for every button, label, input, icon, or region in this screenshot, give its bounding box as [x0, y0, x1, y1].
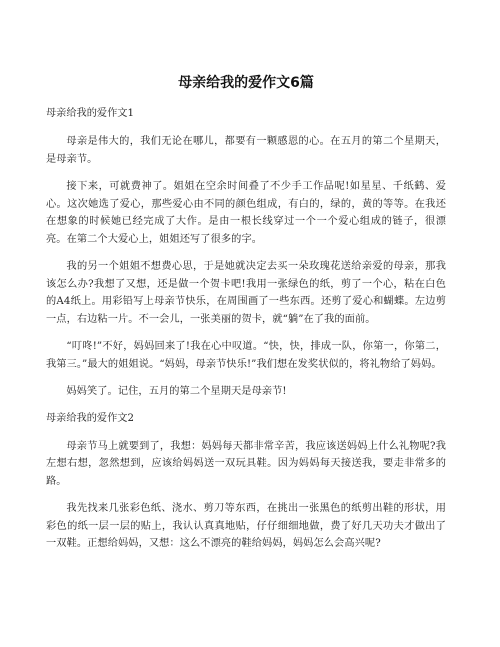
paragraph: 母亲是伟大的，我们无论在哪儿，都要有一颗感恩的心。在五月的第二个星期天，是母亲节。	[46, 136, 446, 165]
section-heading: 母亲给我的爱作文1	[46, 108, 134, 119]
paragraph: 我先找来几张彩色纸、浇水、剪刀等东西，在挑出一张黑色的纸剪出鞋的形状，用彩色的纸一层一层的贴上，我认认真真地贴，仔仔细细地做，费了好几天功夫才做出了一双鞋。正想给妈妈，又想：这么不漂亮的鞋给妈妈，妈妈怎么会高兴呢?	[46, 503, 446, 549]
paragraph: 我的另一个姐姐不想费心思，于是她就决定去买一朵玫瑰花送给亲爱的母亲，那我该怎么办?我想了又想，还是做一个贺卡吧!我用一张绿色的纸，剪了一个心，粘在白色的A4纸上。用彩铅写上母亲节快乐，在周围画了一些东西。还剪了爱心和蝴蝶。左边剪一点，右边粘一片。不一会儿，一张美丽的贺卡，就“躺”在了我的面前。	[46, 261, 446, 325]
paragraph: 接下来，可就费神了。姐姐在空余时间叠了不少手工作品呢!如星星、千纸鹤、爱心。这次她选了爱心，那些爱心由不同的颜色组成，有白的，绿的，黄的等等。在我还在想象的时候她已经完成了大作。是由一根长线穿过一个一个爱心组成的链子，很漂亮。在第二个大爱心上，姐姐还写了很多的字。	[46, 181, 446, 245]
paragraph: 母亲节马上就要到了，我想：妈妈每天都非常辛苦，我应该送妈妈上什么礼物呢?我左想右想，忽然想到，应该给妈妈送一双玩具鞋。因为妈妈每天接送我，要走非常多的路。	[46, 440, 446, 487]
essay-section-2	[46, 411, 446, 553]
document-title: 母亲给我的爱作文6篇	[178, 75, 314, 91]
paragraph: “叮咚!”不好，妈妈回来了!我在心中叹道。“快，快，排成一队，你第一，你第二，我第三。”最大的姐姐说。“妈妈，母亲节快乐!”我们想在发奖状似的，将礼物给了妈妈。	[46, 341, 446, 370]
essay-section-1	[46, 106, 446, 401]
paragraph: 妈妈笑了。记住，五月的第二个星期天是母亲节!	[66, 386, 287, 397]
section-heading: 母亲给我的爱作文2	[46, 412, 134, 424]
